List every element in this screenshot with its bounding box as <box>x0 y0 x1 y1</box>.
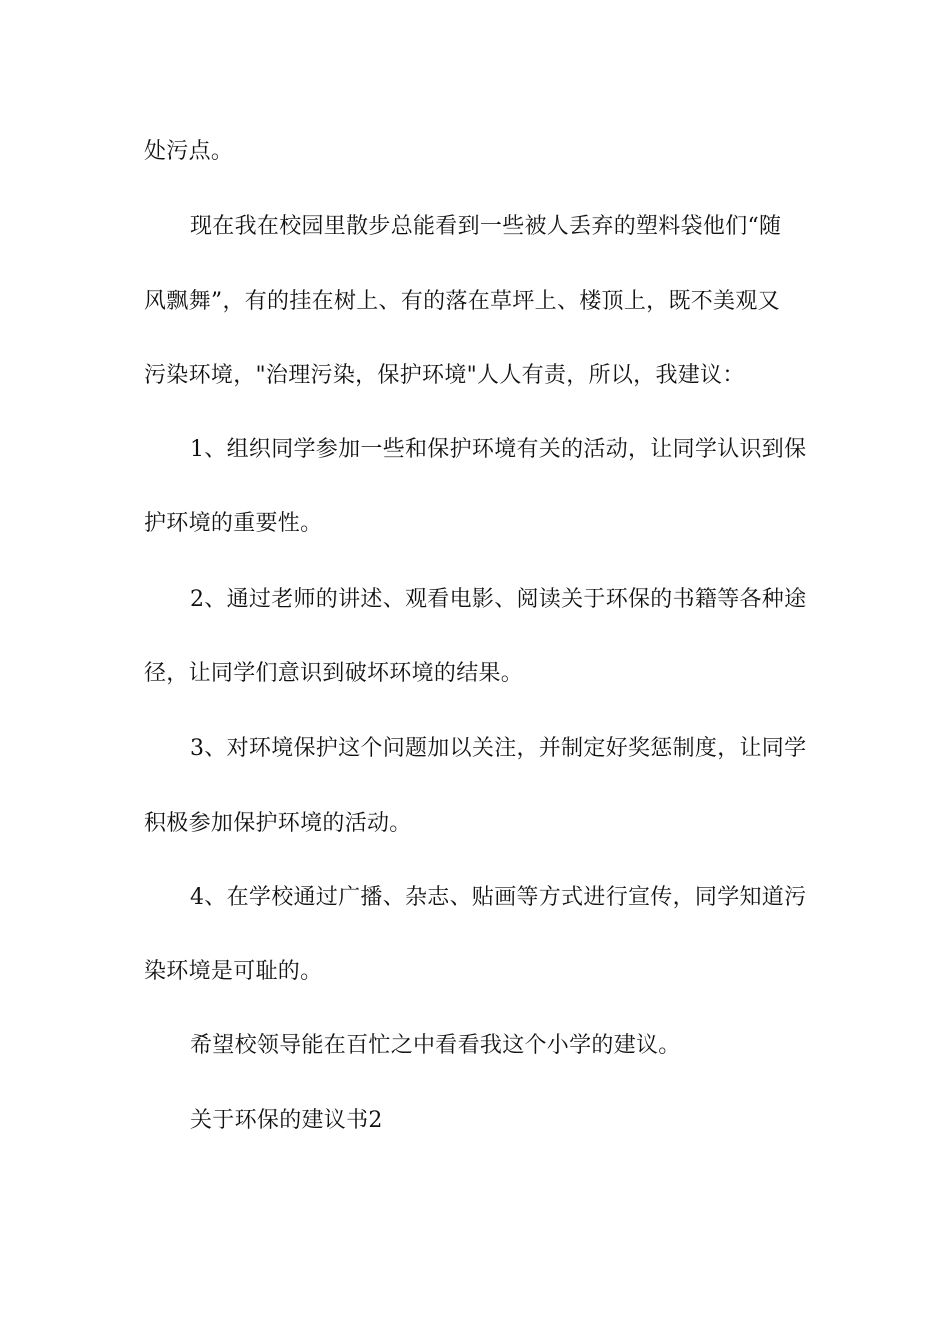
text-line: 4、在学校通过广播、杂志、贴画等方式进行宣传，同学知道污 <box>190 885 807 910</box>
text-line: 现在我在校园里散步总能看到一些被人丢弃的塑料袋他们“随 <box>190 214 782 239</box>
text-line: 径，让同学们意识到破坏环境的结果。 <box>144 661 524 686</box>
text-line: 处污点。 <box>144 139 234 164</box>
text-line: 希望校领导能在百忙之中看看我这个小学的建议。 <box>190 1033 681 1058</box>
section-heading: 关于环保的建议书2 <box>190 1108 383 1133</box>
text-line: 护环境的重要性。 <box>144 511 323 536</box>
text-line: 染环境是可耻的。 <box>144 959 323 984</box>
text-line: 积极参加保护环境的活动。 <box>144 811 412 836</box>
text-line: 风飘舞”，有的挂在树上、有的落在草坪上、楼顶上，既不美观又 <box>144 289 780 314</box>
text-line: 1、组织同学参加一些和保护环境有关的活动，让同学认识到保 <box>190 437 807 462</box>
text-line: 2、通过老师的讲述、观看电影、阅读关于环保的书籍等各种途 <box>190 587 807 612</box>
text-line: 3、对环境保护这个问题加以关注，并制定好奖惩制度，让同学 <box>190 736 807 761</box>
text-line: 污染环境，"治理污染，保护环境"人人有责，所以，我建议： <box>144 363 745 388</box>
